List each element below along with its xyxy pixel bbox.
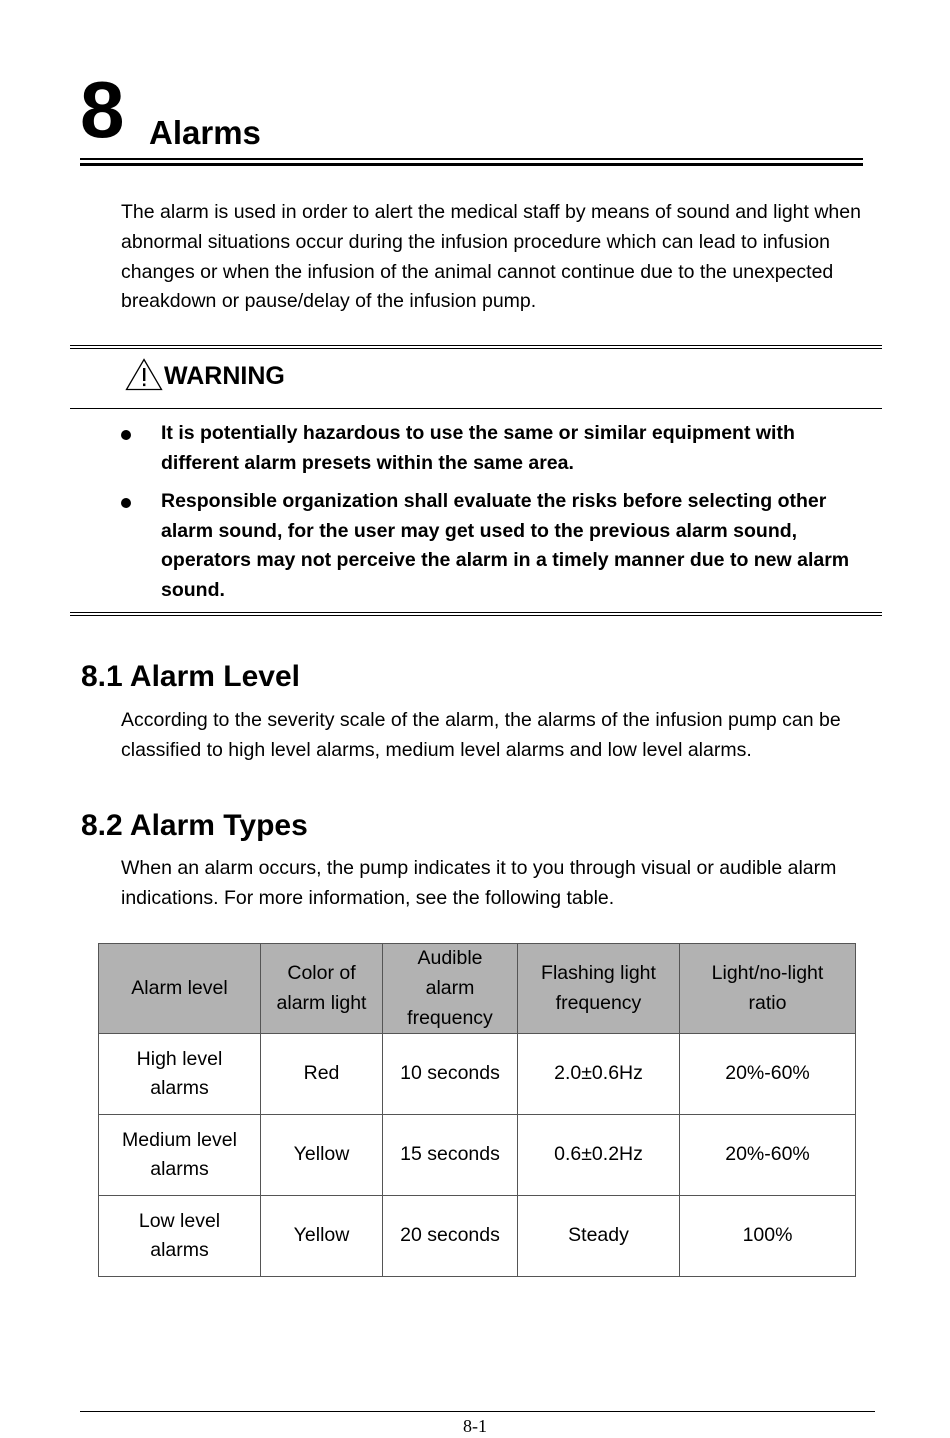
warning-rule-top-2 (70, 348, 882, 349)
header-audible-frequency: Audible alarm frequency (383, 944, 518, 1034)
cell-audible-frequency: 20 seconds (383, 1196, 518, 1277)
table-header-row (99, 944, 856, 1034)
warning-rule-bottom-1 (70, 612, 882, 613)
cell-audible-frequency: 15 seconds (383, 1115, 518, 1196)
chapter-title: Alarms (149, 114, 261, 151)
header-flashing-frequency: Flashing light frequency (518, 944, 680, 1034)
footer-rule (80, 1411, 875, 1412)
cell-light-color: Red (261, 1034, 383, 1115)
bullet-dot (121, 498, 131, 508)
chapter-rule-top (80, 158, 863, 160)
section-text-alarm-level: According to the severity scale of the alarm, the alarms of the infusion pump can be classified to high level alarms, medium level alarms and low level alarms. (121, 709, 841, 761)
warning-rule-bottom-2 (70, 615, 882, 616)
intro-paragraph: The alarm is used in order to alert the medical staff by means of sound and light when abnormal situations occur during the infusion procedure which can lead to infusion changes or when the infusion of the animal cannot continue due to the unexpected breakdown or pause/delay of the infusion pump. (121, 201, 861, 313)
cell-alarm-level: High level alarms (99, 1034, 261, 1115)
warning-rule-top-1 (70, 345, 882, 346)
warning-item-text: It is potentially hazardous to use the same or similar equipment with different alarm presets within the same area. (161, 422, 795, 474)
warning-item-text: Responsible organization shall evaluate the risks before selecting other alarm sound, for the user may get used to the previous alarm sound, operators may not perceive the alarm in a timely manner due to new alarm sound. (161, 490, 850, 601)
table-row (99, 1115, 856, 1196)
cell-light-color: Yellow (261, 1115, 383, 1196)
cell-alarm-level: Low level alarms (99, 1196, 261, 1277)
warning-triangle-icon (125, 358, 163, 391)
cell-light-ratio: 100% (680, 1196, 856, 1277)
section-text-alarm-types: When an alarm occurs, the pump indicates it to you through visual or audible alarm indications. For more information, see the following table. (121, 857, 837, 909)
cell-light-ratio: 20%-60% (680, 1034, 856, 1115)
section-heading-alarm-types: 8.2 Alarm Types (81, 809, 308, 842)
header-light-color: Color of alarm light (261, 944, 383, 1034)
cell-audible-frequency: 10 seconds (383, 1034, 518, 1115)
alarm-table (98, 943, 856, 1277)
section-heading-alarm-level: 8.1 Alarm Level (81, 660, 301, 693)
cell-flashing-frequency: 2.0±0.6Hz (518, 1034, 680, 1115)
chapter-rule-bottom (80, 163, 863, 166)
cell-light-ratio: 20%-60% (680, 1115, 856, 1196)
table-row (99, 1196, 856, 1277)
cell-flashing-frequency: 0.6±0.2Hz (518, 1115, 680, 1196)
chapter-number: 8 (80, 65, 125, 154)
bullet-dot (121, 430, 131, 440)
table-row (99, 1034, 856, 1115)
header-light-ratio: Light/no-light ratio (680, 944, 856, 1034)
cell-flashing-frequency: Steady (518, 1196, 680, 1277)
cell-alarm-level: Medium level alarms (99, 1115, 261, 1196)
cell-light-color: Yellow (261, 1196, 383, 1277)
warning-rule-middle (70, 408, 882, 409)
header-alarm-level: Alarm level (99, 944, 261, 1034)
warning-title-text: WARNING (164, 362, 285, 390)
warning-title (125, 358, 285, 391)
page-number: 8-1 (463, 1416, 487, 1436)
